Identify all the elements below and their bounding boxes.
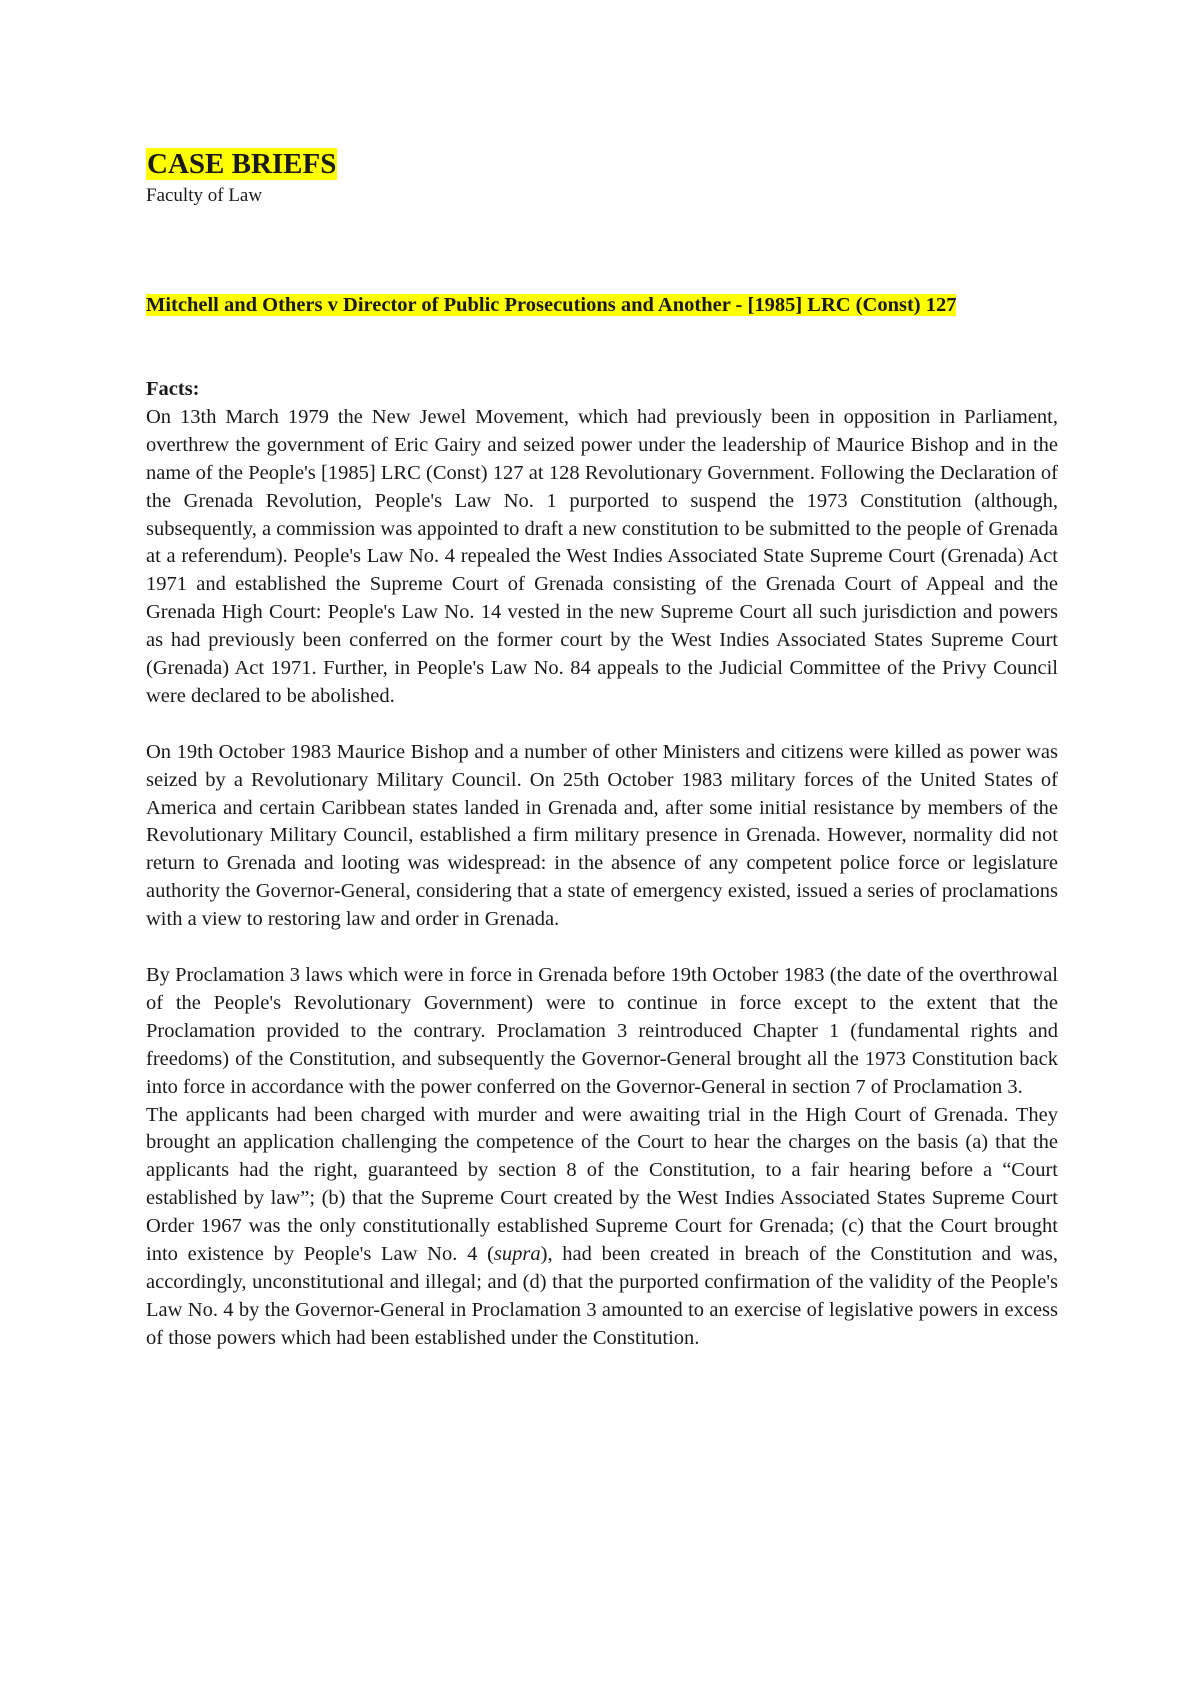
document-subtitle: Faculty of Law <box>146 185 263 206</box>
paragraph-4-text-start: The applicants had been charged with murder and were awaiting trial in the High Court of Grenada. They brought an application challenging the competence of the Court to hear the charges on the basis (a) that the applicants had the right, guaranteed by section 8 of the Constitution, to a fair hearing before a “Court established by law”; (b) that the Supreme Court created by the West Indies Associated States Supreme Court Order 1967 was the only constitutionally established Supreme Court for Grenada; (c) that the Court brought into existence by People's Law No. 4 ( <box>146 1103 1058 1266</box>
facts-paragraph-1: On 13th March 1979 the New Jewel Movement, which had previously been in opposition in Parliament, overthrew the government of Eric Gairy and seized power under the leadership of Maurice Bishop and in the name of the People's [1985] LRC (Const) 127 at 128 Revolutionary Government. Following the Declaration of the Grenada Revolution, People's Law No. 1 purported to suspend the 1973 Constitution (although, subsequently, a commission was appointed to draft a new constitution to be submitted to the people of Grenada at a referendum). People's Law No. 4 repealed the West Indies Associated State Supreme Court (Grenada) Act 1971 and established the Supreme Court of Grenada consisting of the Grenada Court of Appeal and the Grenada High Court: People's Law No. 14 vested in the new Supreme Court all such jurisdiction and powers as had previously been conferred on the former court by the West Indies Associated States Supreme Court (Grenada) Act 1971. Further, in People's Law No. 84 appeals to the Judicial Committee of the Privy Council were declared to be abolished. <box>146 405 1058 707</box>
facts-paragraph-3: By Proclamation 3 laws which were in force in Grenada before 19th October 1983 (the date of the overthrowal of the People's Revolutionary Government) were to continue in force except to the extent that the Proclamation provided to the contrary. Proclamation 3 reintroduced Chapter 1 (fundamental rights and freedoms) of the Constitution, and subsequently the Governor-General brought all the 1973 Constitution back into force in accordance with the power conferred on the Governor-General in section 7 of Proclamation 3. <box>146 964 1058 1098</box>
paragraph-4-text-end: ), had been created in breach of the Constitution and was, accordingly, unconstitutional and illegal; and (d) that the purported confirmation of the validity of the People's Law No. 4 by the Governor-General in Proclamation 3 amounted to an exercise of legislative powers in excess of those powers which had been established under the Constitution. <box>146 1243 1058 1349</box>
facts-paragraph-4 <box>146 1102 1058 1353</box>
facts-label: Facts: <box>146 378 200 400</box>
document-body <box>146 376 1058 1353</box>
case-heading <box>146 291 1058 319</box>
case-heading-highlight: Mitchell and Others v Director of Public Prosecutions and Another - [1985] LRC (Const) 127 <box>146 294 957 316</box>
title-highlight: CASE BRIEFS <box>147 148 337 180</box>
supra-italic: supra <box>493 1243 541 1266</box>
facts-paragraph-2: On 19th October 1983 Maurice Bishop and a number of other Ministers and citizens were killed as power was seized by a Revolutionary Military Council. On 25th October 1983 military forces of the United States of America and certain Caribbean states landed in Grenada and, after some initial resistance by members of the Revolutionary Military Council, established a firm military presence in Grenada. However, normality did not return to Grenada and looting was widespread: in the absence of any competent police force or legislature authority the Governor-General, considering that a state of emergency existed, issued a series of proclamations with a view to restoring law and order in Grenada. <box>146 740 1058 931</box>
document-title <box>146 146 337 182</box>
